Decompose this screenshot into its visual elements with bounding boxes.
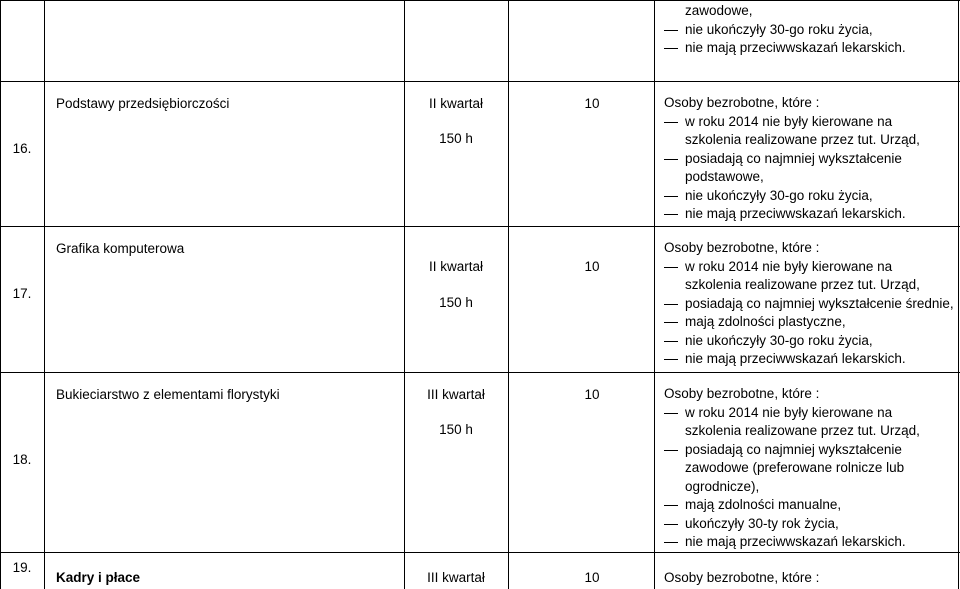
row-number: 18. bbox=[12, 452, 32, 467]
row-divider-16 bbox=[0, 81, 960, 82]
dash-icon bbox=[664, 159, 678, 160]
course-period: II kwartał bbox=[428, 259, 483, 274]
dash-icon bbox=[664, 524, 678, 525]
requirement-item: posiadają co najmniej wykształcenie średnie, bbox=[664, 295, 956, 314]
participant-count: 10 bbox=[584, 570, 600, 585]
requirement-item: mają zdolności plastyczne, bbox=[664, 313, 956, 332]
requirement-item: podstawowe, bbox=[685, 169, 764, 184]
row-divider-top bbox=[0, 0, 960, 1]
requirement-item: ukończyły 30-ty rok życia, bbox=[664, 515, 956, 534]
course-name: Bukieciarstwo z elementami florystyki bbox=[56, 387, 280, 402]
requirement-item: nie mają przeciwwskazań lekarskich. bbox=[664, 533, 956, 552]
column-divider-period bbox=[508, 0, 509, 589]
dash-icon bbox=[664, 122, 678, 123]
course-name: Podstawy przedsiębiorczości bbox=[56, 96, 230, 111]
dash-icon bbox=[664, 214, 678, 215]
requirement-item: zawodowe, bbox=[685, 3, 753, 18]
course-period: III kwartał bbox=[427, 387, 485, 402]
dash-icon bbox=[664, 413, 678, 414]
course-name: Grafika komputerowa bbox=[56, 241, 185, 256]
requirement-item: szkolenia realizowane przez tut. Urząd, bbox=[685, 423, 920, 438]
requirements bbox=[664, 239, 956, 369]
requirements-intro: Osoby bezrobotne, które : bbox=[664, 386, 820, 401]
dash-icon bbox=[664, 359, 678, 360]
dash-icon bbox=[664, 322, 678, 323]
requirements bbox=[664, 385, 956, 552]
requirement-item: w roku 2014 nie były kierowane na bbox=[664, 113, 956, 132]
requirement-item: mają zdolności manualne, bbox=[664, 496, 956, 515]
course-hours: 150 h bbox=[439, 295, 473, 310]
dash-icon bbox=[664, 341, 678, 342]
requirements-intro: Osoby bezrobotne, które : bbox=[664, 570, 820, 585]
dash-icon bbox=[664, 450, 678, 451]
requirement-item: w roku 2014 nie były kierowane na bbox=[664, 258, 956, 277]
requirements-intro: Osoby bezrobotne, które : bbox=[664, 95, 820, 110]
course-hours: 150 h bbox=[439, 422, 473, 437]
dash-icon bbox=[664, 30, 678, 31]
participant-count: 10 bbox=[584, 387, 600, 402]
dash-icon bbox=[664, 267, 678, 268]
course-period: II kwartał bbox=[428, 96, 483, 111]
requirements-intro: Osoby bezrobotne, które : bbox=[664, 240, 820, 255]
participant-count: 10 bbox=[584, 96, 600, 111]
dash-icon bbox=[664, 542, 678, 543]
dash-icon bbox=[664, 304, 678, 305]
column-divider-right bbox=[958, 0, 959, 589]
requirement-item: nie mają przeciwwskazań lekarskich. bbox=[664, 39, 956, 58]
requirement-item: nie mają przeciwwskazań lekarskich. bbox=[664, 205, 956, 224]
requirement-item: posiadają co najmniej wykształcenie bbox=[664, 441, 956, 460]
requirement-item: nie mają przeciwwskazań lekarskich. bbox=[664, 350, 956, 369]
requirement-item: posiadają co najmniej wykształcenie bbox=[664, 150, 956, 169]
column-divider-count bbox=[654, 0, 655, 589]
row-number: 17. bbox=[12, 286, 32, 301]
row-number: 19. bbox=[12, 560, 32, 575]
dash-icon bbox=[664, 505, 678, 506]
column-divider-number bbox=[44, 0, 45, 589]
participant-count: 10 bbox=[584, 259, 600, 274]
requirement-item: zawodowe (preferowane rolnicze lub bbox=[685, 460, 905, 475]
row-divider-19 bbox=[0, 552, 960, 553]
requirement-item: szkolenia realizowane przez tut. Urząd, bbox=[685, 277, 920, 292]
requirements bbox=[664, 94, 956, 224]
row-divider-17 bbox=[0, 226, 960, 227]
requirement-item: w roku 2014 nie były kierowane na bbox=[664, 404, 956, 423]
requirement-item: nie ukończyły 30-go roku życia, bbox=[664, 21, 956, 40]
requirement-item: szkolenia realizowane przez tut. Urząd, bbox=[685, 132, 920, 147]
course-name: Kadry i płace bbox=[56, 570, 141, 585]
course-hours: 150 h bbox=[439, 131, 473, 146]
requirement-item: nie ukończyły 30-go roku życia, bbox=[664, 332, 956, 351]
dash-icon bbox=[664, 48, 678, 49]
row-divider-18 bbox=[0, 372, 960, 373]
requirement-item: nie ukończyły 30-go roku życia, bbox=[664, 187, 956, 206]
requirement-item: ogrodnicze), bbox=[685, 478, 760, 494]
row-number: 16. bbox=[12, 141, 32, 156]
course-period: III kwartał bbox=[427, 570, 485, 585]
dash-icon bbox=[664, 196, 678, 197]
previous-row-requirements bbox=[664, 2, 956, 58]
